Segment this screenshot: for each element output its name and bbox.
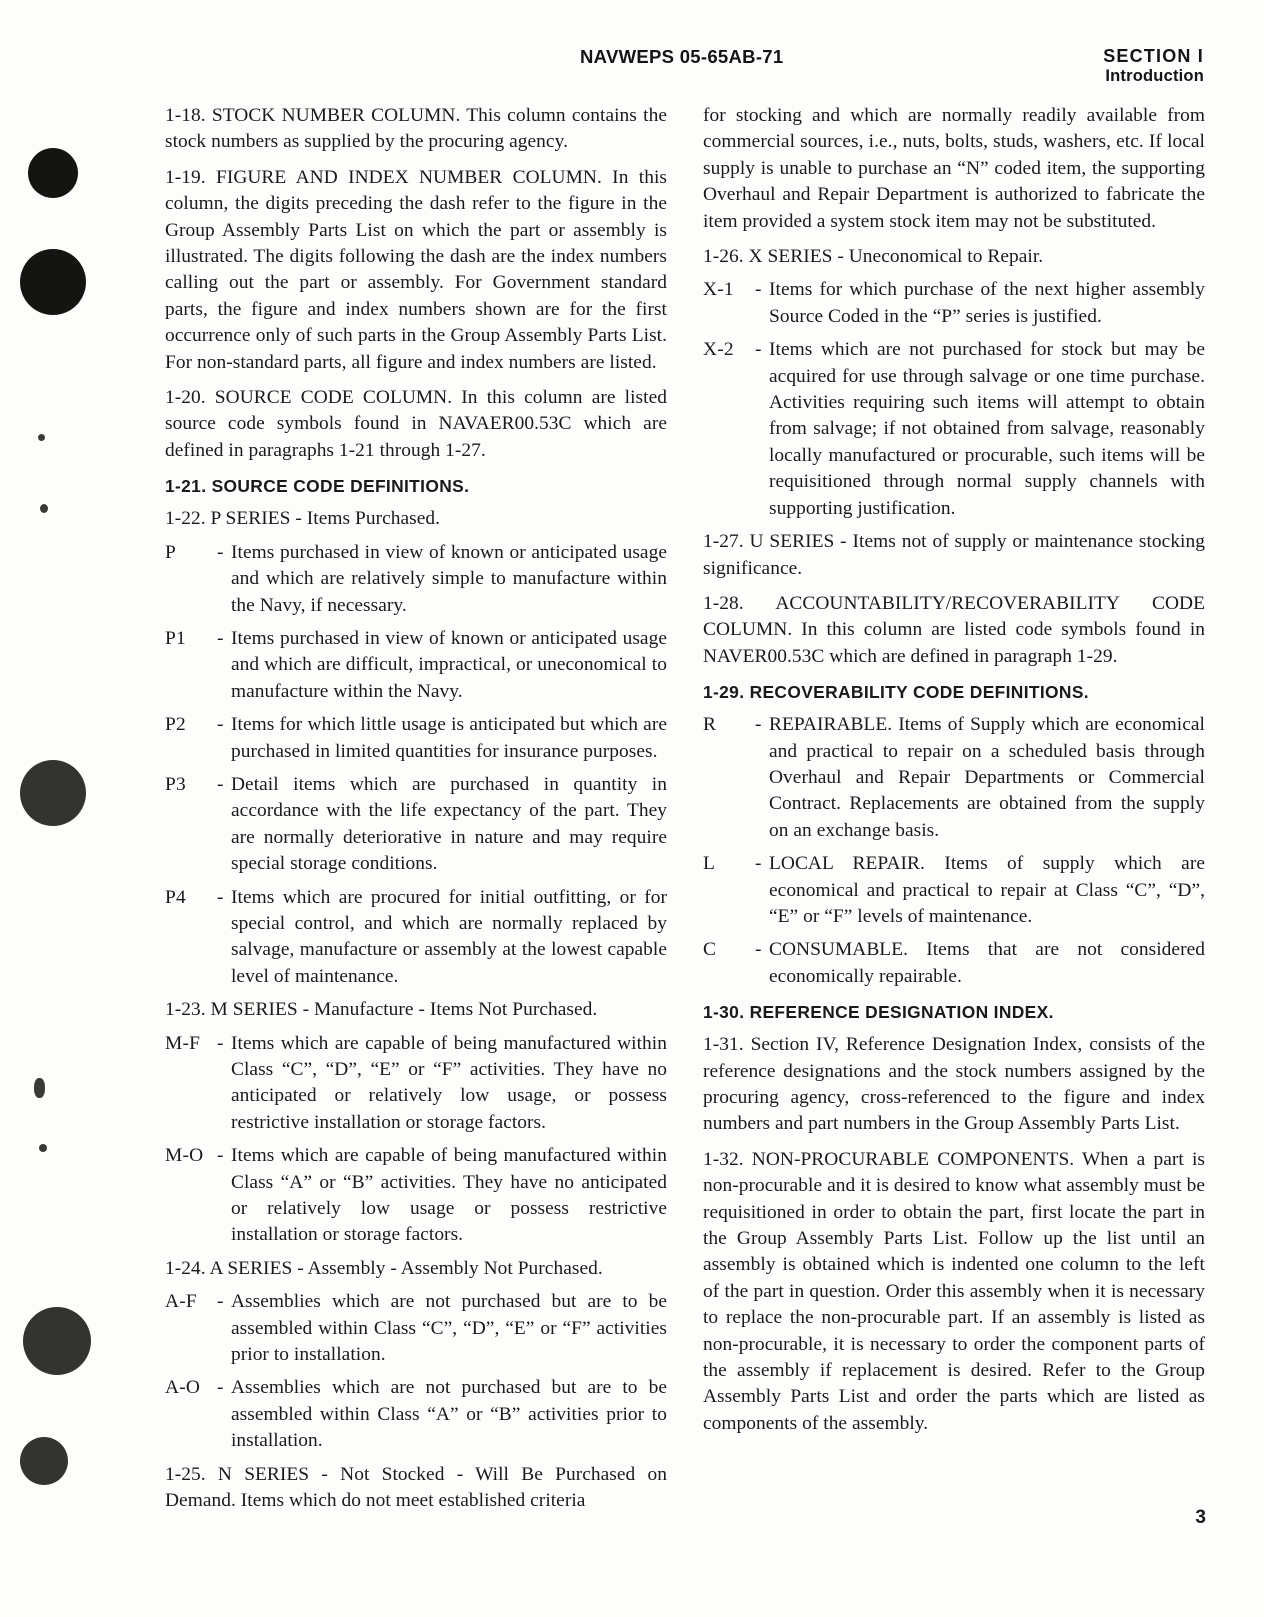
- paragraph-1-25-continued: for stocking and which are normally readily available from commercial sources, i.e., nuts, bolts, studs, washers, etc. If local supply is unable to purchase an “N” coded item, the supporting Overhaul and Repair Department is authorized to fabricate the item provided a system stock item may not be substituted.: [703, 105, 1205, 232]
- heading-1-21: 1-21. SOURCE CODE DEFINITIONS.: [165, 476, 470, 497]
- definition-dash: -: [217, 886, 224, 908]
- definition-row: [165, 1289, 667, 1368]
- definition-dash: -: [217, 773, 224, 795]
- speck-artifact: [38, 434, 45, 441]
- hole-punch-artifact: [20, 249, 86, 315]
- section-subtitle: Introduction: [1105, 66, 1204, 85]
- page-header: [160, 44, 1204, 92]
- definition-code: X-2: [703, 339, 734, 361]
- definition-dash: -: [755, 853, 762, 875]
- definition-text: Items which are capable of being manufactured within Class “A” or “B” activities. They have no anticipated or relatively low usage or possess restrictive installation or storage factors.: [231, 1145, 667, 1246]
- definition-text: Items which are not purchased for stock but may be acquired for use through salvage or one time purchase. Activities requiring such items will attempt to obtain from salvage; if not obtained from salvage, reasonably locally manufactured or procurable, such items will be requisitioned through normal supply channels with supporting justification.: [769, 339, 1205, 519]
- definition-text: Detail items which are purchased in quantity in accordance with the life expectancy of the part. They are normally deteriorative in nature and may require special storage conditions.: [231, 773, 667, 875]
- definition-dash: -: [217, 1291, 224, 1313]
- page-number: 3: [1195, 1507, 1206, 1528]
- speck-artifact: [39, 1144, 47, 1152]
- hole-punch-artifact: [20, 760, 86, 826]
- definition-dash: -: [217, 714, 224, 736]
- definition-row: [703, 277, 1205, 330]
- definition-code: M-F: [165, 1032, 201, 1054]
- definition-text: Items purchased in view of known or anticipated usage and which are difficult, impractical, or uneconomical to manufacture within the Navy.: [231, 627, 667, 702]
- speck-artifact: [34, 1078, 45, 1098]
- definition-text: Items for which purchase of the next higher assembly Source Coded in the “P” series is justified.: [769, 279, 1205, 327]
- definition-row: [703, 712, 1205, 844]
- left-column: [165, 103, 667, 1524]
- definition-dash: -: [217, 627, 224, 649]
- definition-code: M-O: [165, 1145, 204, 1167]
- right-column: [703, 103, 1205, 1524]
- speck-artifact: [40, 504, 48, 513]
- definition-text: REPAIRABLE. Items of Supply which are economical and practical to repair on a scheduled basis through Overhaul and Repair Departments or Commercial Contract. Replacements are obtained from the supply on an exchange basis.: [769, 714, 1205, 841]
- definition-row: [165, 1031, 667, 1137]
- definition-dash: -: [755, 939, 762, 961]
- definition-text: Items for which little usage is anticipated but which are purchased in limited quantities for insurance purposes.: [231, 714, 667, 762]
- definition-row: [165, 1375, 667, 1454]
- definition-dash: -: [217, 1032, 224, 1054]
- definition-dash: -: [755, 714, 762, 736]
- paragraph-1-22: 1-22. P SERIES - Items Purchased.: [165, 508, 441, 530]
- definition-text: LOCAL REPAIR. Items of supply which are economical and practical to repair at Class “C”, “D”, “E” or “F” levels of maintenance.: [769, 853, 1205, 927]
- paragraph-1-24: 1-24. A SERIES - Assembly - Assembly Not Purchased.: [165, 1257, 603, 1279]
- definition-code: A-F: [165, 1291, 197, 1313]
- definition-code: X-1: [703, 279, 734, 301]
- paragraph-1-25: 1-25. N SERIES - Not Stocked - Will Be Purchased on Demand. Items which do not meet established criteria: [165, 1463, 667, 1512]
- paragraph-1-27: 1-27. U SERIES - Items not of supply or maintenance stocking significance.: [703, 531, 1205, 579]
- definition-dash: -: [755, 339, 762, 361]
- definition-code: P: [165, 541, 176, 563]
- definition-row: [703, 337, 1205, 522]
- definition-row: [165, 626, 667, 705]
- definition-row: [703, 851, 1205, 930]
- definition-code: P4: [165, 886, 186, 908]
- section-title: SECTION I: [1103, 46, 1204, 66]
- heading-1-30: 1-30. REFERENCE DESIGNATION INDEX.: [703, 1002, 1054, 1023]
- definition-text: Items which are capable of being manufactured within Class “C”, “D”, “E” or “F” activities. They have no anticipated or relatively low usage, or possess restrictive installation or storage factors.: [231, 1032, 667, 1133]
- definition-text: Items purchased in view of known or anticipated usage and which are relatively simple to manufacture within the Navy, if necessary.: [231, 541, 667, 616]
- definition-row: [703, 937, 1205, 990]
- definition-code: R: [703, 714, 717, 736]
- definition-row: [165, 540, 667, 619]
- page-body: [165, 103, 1205, 1524]
- definition-code: P1: [165, 627, 186, 649]
- definition-code: P2: [165, 714, 186, 736]
- paragraph-1-19: 1-19. FIGURE AND INDEX NUMBER COLUMN. In this column, the digits preceding the dash refer to the figure in the Group Assembly Parts List on which the part or assembly is illustrated. The digits following the dash are the index numbers calling out the part or assembly. For Government standard parts, the figure and index numbers shown are for the first occurrence only of such parts in the Group Assembly Parts List. For non-standard parts, all figure and index numbers are listed.: [165, 166, 667, 373]
- definition-row: [165, 772, 667, 878]
- paragraph-1-23: 1-23. M SERIES - Manufacture - Items Not Purchased.: [165, 999, 598, 1021]
- definition-code: C: [703, 939, 717, 961]
- paragraph-1-26: 1-26. X SERIES - Uneconomical to Repair.: [703, 246, 1044, 268]
- definition-dash: -: [755, 279, 762, 301]
- definition-dash: -: [217, 1145, 224, 1167]
- definition-row: [165, 712, 667, 765]
- definition-dash: -: [217, 1377, 224, 1399]
- paragraph-1-28: 1-28. ACCOUNTABILITY/RECOVERABILITY CODE COLUMN. In this column are listed code symbols found in NAVER00.53C which are defined in paragraph 1-29.: [703, 592, 1205, 667]
- paragraph-1-31: 1-31. Section IV, Reference Designation Index, consists of the reference designations and the stock numbers assigned by the procuring agency, cross-referenced to the figure and index numbers and part numbers in the Group Assembly Parts List.: [703, 1034, 1205, 1135]
- definition-dash: -: [217, 541, 224, 563]
- definition-text: Items which are procured for initial outfitting, or for special control, and which are normally replaced by salvage, manufacture or assembly at the lowest capable level of maintenance.: [231, 886, 667, 987]
- heading-1-29: 1-29. RECOVERABILITY CODE DEFINITIONS.: [703, 682, 1089, 703]
- paragraph-1-18: 1-18. STOCK NUMBER COLUMN. This column contains the stock numbers as supplied by the procuring agency.: [165, 105, 667, 153]
- definition-code: P3: [165, 773, 186, 795]
- paragraph-1-20: 1-20. SOURCE CODE COLUMN. In this column are listed source code symbols found in NAVAER00.53C which are defined in paragraphs 1-21 through 1-27.: [165, 387, 667, 461]
- definition-text: CONSUMABLE. Items that are not considered economically repairable.: [769, 939, 1205, 987]
- definition-row: [165, 885, 667, 991]
- definition-code: A-O: [165, 1377, 201, 1399]
- paragraph-1-32: 1-32. NON-PROCURABLE COMPONENTS. When a part is non-procurable and it is desired to know what assembly must be requisitioned in order to obtain the part, first locate the part in the Group Assembly Parts List. Follow up the list until an assembly is obtained which is indented one column to the left of the part in question. Order this assembly when it is necessary to replace the non-procurable part. If an assembly is listed as non-procurable, it is necessary to order the component parts of the assembly if replacement is desired. Refer to the Group Assembly Parts List and order the parts which are listed as components of the assembly.: [703, 1148, 1205, 1434]
- definition-text: Assemblies which are not purchased but are to be assembled within Class “A” or “B” activities prior to installation.: [231, 1377, 667, 1452]
- hole-punch-artifact: [23, 1307, 91, 1375]
- definition-text: Assemblies which are not purchased but are to be assembled within Class “C”, “D”, “E” or “F” activities prior to installation.: [231, 1291, 667, 1366]
- hole-punch-artifact: [20, 1437, 68, 1485]
- definition-row: [165, 1143, 667, 1249]
- section-label-block: [1103, 46, 1204, 86]
- definition-code: L: [703, 853, 716, 875]
- document-number: NAVWEPS 05-65AB-71: [580, 46, 784, 67]
- hole-punch-artifact: [28, 148, 78, 198]
